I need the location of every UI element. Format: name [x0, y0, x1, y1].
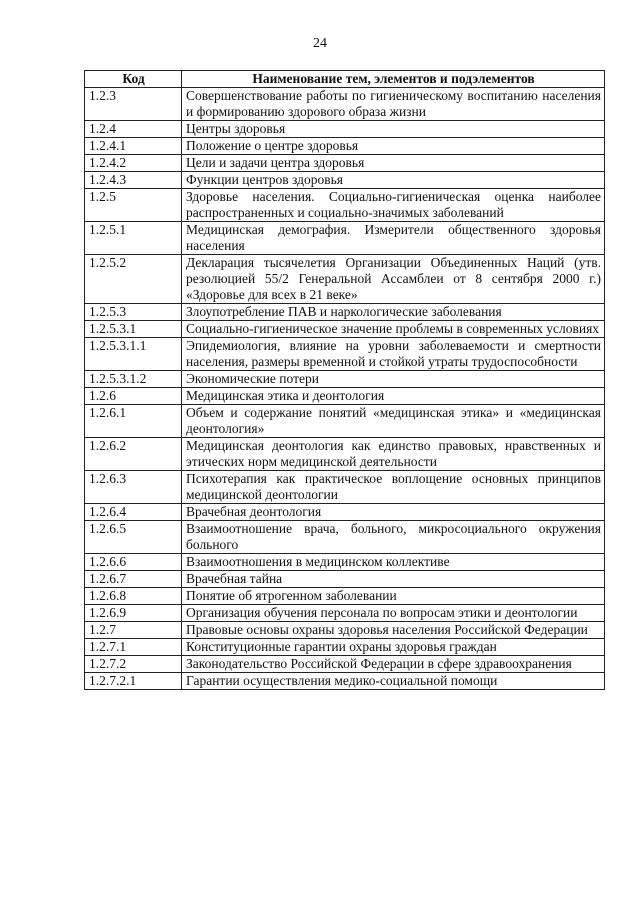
row-code-cell: 1.2.4.3	[85, 172, 182, 189]
table-row	[85, 338, 605, 371]
row-name-cell: Законодательство Российской Федерации в сфере здравоохранения	[182, 656, 605, 673]
table-row	[85, 88, 605, 121]
row-code-cell: 1.2.6.9	[85, 605, 182, 622]
row-name-cell: Врачебная деонтология	[182, 504, 605, 521]
row-code-cell: 1.2.4.1	[85, 138, 182, 155]
table-row	[85, 588, 605, 605]
column-header-name: Наименование тем, элементов и подэлементов	[182, 71, 605, 88]
row-name-cell: Конституционные гарантии охраны здоровья граждан	[182, 639, 605, 656]
row-name-cell: Эпидемиология, влияние на уровни заболеваемости и смертности населения, размеры временной и стойкой утраты трудоспособности	[182, 338, 605, 371]
row-name-cell: Медицинская деонтология как единство правовых, нравственных и этических норм медицинской деятельности	[182, 438, 605, 471]
table-row	[85, 304, 605, 321]
table-row	[85, 639, 605, 656]
table-row	[85, 255, 605, 304]
table-row	[85, 571, 605, 588]
row-code-cell: 1.2.5	[85, 189, 182, 222]
row-name-cell: Правовые основы охраны здоровья населения Российской Федерации	[182, 622, 605, 639]
table-row	[85, 371, 605, 388]
table-row	[85, 504, 605, 521]
table-row	[85, 222, 605, 255]
row-code-cell: 1.2.5.3.1.1	[85, 338, 182, 371]
row-code-cell: 1.2.7.2	[85, 656, 182, 673]
row-name-cell: Экономические потери	[182, 371, 605, 388]
table-row	[85, 189, 605, 222]
table-row	[85, 138, 605, 155]
row-code-cell: 1.2.5.3.1	[85, 321, 182, 338]
row-name-cell: Медицинская этика и деонтология	[182, 388, 605, 405]
table-row	[85, 405, 605, 438]
row-code-cell: 1.2.6.7	[85, 571, 182, 588]
row-code-cell: 1.2.6.6	[85, 554, 182, 571]
table-row	[85, 521, 605, 554]
row-code-cell: 1.2.6.8	[85, 588, 182, 605]
row-code-cell: 1.2.4	[85, 121, 182, 138]
row-name-cell: Декларация тысячелетия Организации Объединенных Наций (утв. резолюцией 55/2 Генеральной Ассамблеи от 8 сентября 2000 г.) «Здоровье для всех в 21 веке»	[182, 255, 605, 304]
row-name-cell: Взаимоотношение врача, больного, микросоциального окружения больного	[182, 521, 605, 554]
curriculum-table	[84, 70, 605, 690]
row-code-cell: 1.2.6.3	[85, 471, 182, 504]
table-row	[85, 121, 605, 138]
row-name-cell: Совершенствование работы по гигиеническому воспитанию населения и формированию здорового образа жизни	[182, 88, 605, 121]
row-name-cell: Объем и содержание понятий «медицинская этика» и «медицинская деонтология»	[182, 405, 605, 438]
table-row	[85, 155, 605, 172]
page-number: 24	[313, 36, 327, 51]
row-name-cell: Социально-гигиеническое значение проблемы в современных условиях	[182, 321, 605, 338]
table-row	[85, 321, 605, 338]
row-code-cell: 1.2.5.2	[85, 255, 182, 304]
table-row	[85, 388, 605, 405]
row-name-cell: Взаимоотношения в медицинском коллективе	[182, 554, 605, 571]
table-body	[85, 88, 605, 690]
row-name-cell: Злоупотребление ПАВ и наркологические заболевания	[182, 304, 605, 321]
row-name-cell: Центры здоровья	[182, 121, 605, 138]
row-code-cell: 1.2.3	[85, 88, 182, 121]
row-name-cell: Положение о центре здоровья	[182, 138, 605, 155]
table-header-row	[85, 71, 605, 88]
row-code-cell: 1.2.5.1	[85, 222, 182, 255]
row-code-cell: 1.2.6	[85, 388, 182, 405]
row-code-cell: 1.2.6.5	[85, 521, 182, 554]
row-name-cell: Медицинская демография. Измерители общественного здоровья населения	[182, 222, 605, 255]
row-code-cell: 1.2.6.2	[85, 438, 182, 471]
column-header-code: Код	[85, 71, 182, 88]
row-code-cell: 1.2.7.2.1	[85, 673, 182, 690]
row-code-cell: 1.2.7	[85, 622, 182, 639]
table-row	[85, 605, 605, 622]
row-name-cell: Функции центров здоровья	[182, 172, 605, 189]
table-row	[85, 438, 605, 471]
row-name-cell: Организация обучения персонала по вопросам этики и деонтологии	[182, 605, 605, 622]
table-row	[85, 622, 605, 639]
table-row	[85, 471, 605, 504]
row-code-cell: 1.2.5.3.1.2	[85, 371, 182, 388]
row-code-cell: 1.2.5.3	[85, 304, 182, 321]
row-name-cell: Гарантии осуществления медико-социальной помощи	[182, 673, 605, 690]
row-code-cell: 1.2.6.1	[85, 405, 182, 438]
table-row	[85, 554, 605, 571]
row-name-cell: Врачебная тайна	[182, 571, 605, 588]
table-row	[85, 172, 605, 189]
row-code-cell: 1.2.4.2	[85, 155, 182, 172]
row-code-cell: 1.2.7.1	[85, 639, 182, 656]
table-row	[85, 656, 605, 673]
table-row	[85, 673, 605, 690]
row-code-cell: 1.2.6.4	[85, 504, 182, 521]
row-name-cell: Понятие об ятрогенном заболевании	[182, 588, 605, 605]
row-name-cell: Психотерапия как практическое воплощение основных принципов медицинской деонтологии	[182, 471, 605, 504]
row-name-cell: Цели и задачи центра здоровья	[182, 155, 605, 172]
row-name-cell: Здоровье населения. Социально-гигиеническая оценка наиболее распространенных и социально-значимых заболеваний	[182, 189, 605, 222]
